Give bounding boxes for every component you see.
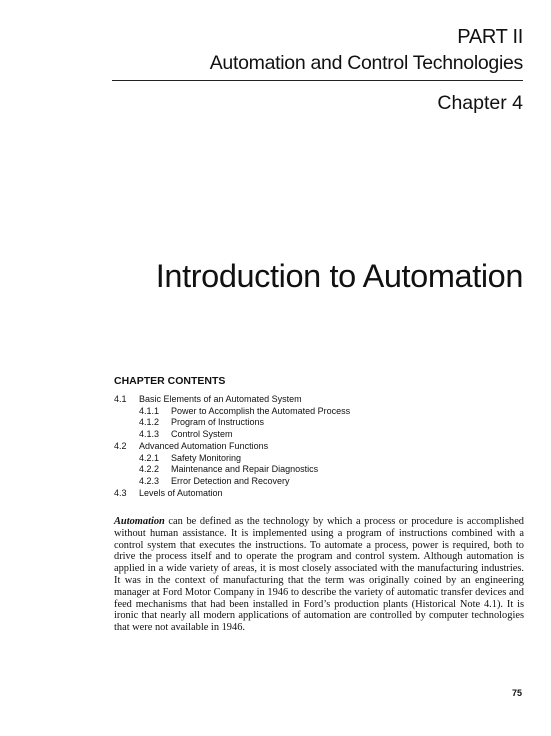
toc-number: 4.2 [114, 440, 127, 451]
toc-number: 4.2.2 [139, 464, 160, 475]
toc-label: Advanced Automation Functions [139, 440, 269, 451]
toc-item [114, 441, 494, 453]
toc-label: Basic Elements of an Automated System [139, 394, 302, 404]
toc-item [114, 453, 494, 465]
toc-label: Power to Accomplish the Automated Process [171, 405, 351, 416]
toc-number: 4.2.3 [139, 475, 160, 486]
page-number: 75 [511, 688, 522, 698]
toc-item [114, 417, 494, 429]
toc-number: 4.3 [114, 487, 127, 498]
toc-item [114, 429, 494, 441]
chapter-label: Chapter 4 [437, 92, 523, 114]
toc-number: 4.1 [114, 394, 127, 404]
intro-paragraph [114, 516, 524, 634]
chapter-title: Introduction to Automation [155, 258, 523, 294]
toc-item [114, 406, 494, 418]
toc-label: Control System [171, 429, 233, 440]
part-label: PART II [457, 26, 523, 48]
toc-label: Program of Instructions [171, 417, 265, 428]
lead-term: Automation [114, 516, 165, 527]
toc-number: 4.1.1 [139, 405, 160, 416]
toc-label: Safety Monitoring [171, 452, 242, 463]
toc-label: Maintenance and Repair Diagnostics [171, 464, 319, 475]
toc-label: Error Detection and Recovery [171, 475, 290, 486]
contents-heading: CHAPTER CONTENTS [114, 375, 226, 387]
toc-number: 4.1.3 [139, 429, 160, 440]
toc-number: 4.2.1 [139, 452, 160, 463]
toc-number: 4.1.2 [139, 417, 160, 428]
table-of-contents [114, 394, 494, 499]
part-title: Automation and Control Technologies [209, 52, 523, 74]
toc-item [114, 394, 494, 406]
toc-item [114, 476, 494, 488]
header-rule [112, 80, 523, 81]
toc-item [114, 464, 494, 476]
toc-item [114, 488, 494, 500]
paragraph-text: can be defined as the technology by which a process or procedure is accomplished without human assistance. It is implemented using a program of instructions combined with a control system that executes the instructions. To automate a process, power is required, both to drive the process itself and to operate the program and control system. Although automation is applied in a wide variety of areas, it is most closely associated with the manufacturing industries. It was in the context of manufacturing that the term was originally coined by an engineering manager at Ford Motor Company in 1946 to describe the variety of automatic transfer devices and feed mechanisms that had been installed in Ford’s production plants (Historical Note 4.1). It is ironic that nearly all modern applications of automation are controlled by computer technologies that were not available in 1946. [114, 516, 524, 634]
toc-label: Levels of Automation [139, 487, 223, 498]
